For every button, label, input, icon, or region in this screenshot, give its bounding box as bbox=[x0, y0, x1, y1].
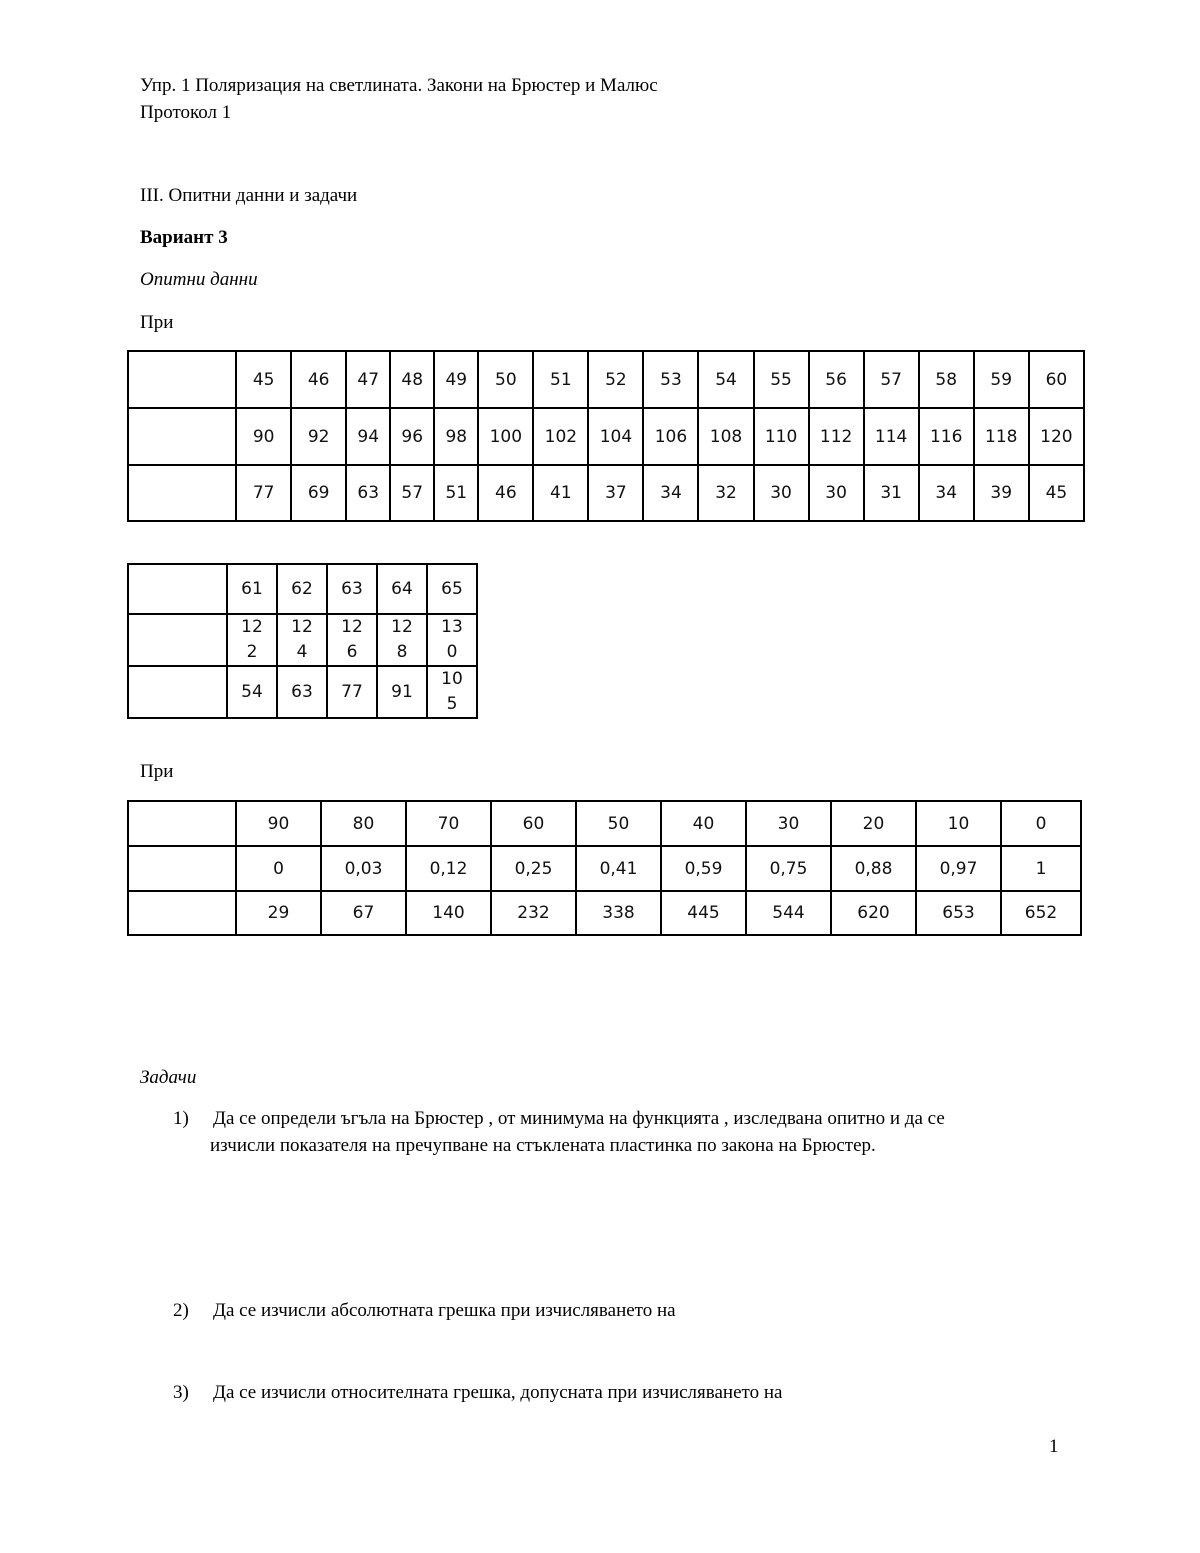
table-cell: 114 bbox=[864, 408, 919, 465]
task-1-line-2: изчисли показателя на пречупване на стъклената пластинка по закона на Брюстер. bbox=[210, 1135, 876, 1156]
table-cell: 90 bbox=[236, 408, 291, 465]
table-cell: 40 bbox=[661, 801, 746, 846]
table-cell: 100 bbox=[478, 408, 533, 465]
table-cell: 54 bbox=[227, 666, 277, 718]
row-label-cell bbox=[128, 846, 236, 891]
table-cell: 544 bbox=[746, 891, 831, 935]
table-cell: 49 bbox=[434, 351, 478, 408]
table-cell: 94 bbox=[346, 408, 390, 465]
table-cell: 30 bbox=[809, 465, 864, 521]
table-cell: 60 bbox=[1029, 351, 1084, 408]
table-cell: 61 bbox=[227, 564, 277, 614]
table-cell: 112 bbox=[809, 408, 864, 465]
table-row bbox=[128, 666, 477, 718]
table-cell: 0,59 bbox=[661, 846, 746, 891]
tasks-heading: Задачи bbox=[140, 1067, 197, 1088]
table-cell: 60 bbox=[491, 801, 576, 846]
table-cell: 653 bbox=[916, 891, 1001, 935]
table-cell: 102 bbox=[533, 408, 588, 465]
table-row bbox=[128, 801, 1081, 846]
table-cell: 46 bbox=[478, 465, 533, 521]
table-cell: 46 bbox=[291, 351, 346, 408]
row-label-cell bbox=[128, 465, 236, 521]
row-label-cell bbox=[128, 801, 236, 846]
table-cell: 10 bbox=[916, 801, 1001, 846]
brewster-data-table bbox=[127, 350, 1085, 522]
table-cell: 57 bbox=[390, 465, 434, 521]
table-cell: 57 bbox=[864, 351, 919, 408]
table-row bbox=[128, 465, 1084, 521]
table-cell: 51 bbox=[434, 465, 478, 521]
table-cell: 65 bbox=[427, 564, 477, 614]
table-cell: 12 8 bbox=[377, 614, 427, 666]
row-label-cell bbox=[128, 891, 236, 935]
table-cell: 48 bbox=[390, 351, 434, 408]
table-cell: 56 bbox=[809, 351, 864, 408]
table-cell: 108 bbox=[698, 408, 753, 465]
table-row bbox=[128, 351, 1084, 408]
table-cell: 45 bbox=[1029, 465, 1084, 521]
table-cell: 63 bbox=[346, 465, 390, 521]
table-cell: 77 bbox=[327, 666, 377, 718]
table-cell: 70 bbox=[406, 801, 491, 846]
table-cell: 0,03 bbox=[321, 846, 406, 891]
table-cell: 0,25 bbox=[491, 846, 576, 891]
page-number: 1 bbox=[1049, 1436, 1059, 1457]
table-row bbox=[128, 408, 1084, 465]
table-cell: 39 bbox=[974, 465, 1029, 521]
table-cell: 1 bbox=[1001, 846, 1081, 891]
table-cell: 63 bbox=[277, 666, 327, 718]
table-cell: 31 bbox=[864, 465, 919, 521]
table-cell: 20 bbox=[831, 801, 916, 846]
table-cell: 92 bbox=[291, 408, 346, 465]
table-cell: 106 bbox=[643, 408, 698, 465]
table-cell: 54 bbox=[698, 351, 753, 408]
table-cell: 120 bbox=[1029, 408, 1084, 465]
table-cell: 34 bbox=[919, 465, 974, 521]
table-cell: 69 bbox=[291, 465, 346, 521]
task-1 bbox=[173, 1106, 945, 1132]
table-cell: 12 2 bbox=[227, 614, 277, 666]
section-heading: III. Опитни данни и задачи bbox=[140, 185, 358, 206]
table-cell: 338 bbox=[576, 891, 661, 935]
table-cell: 29 bbox=[236, 891, 321, 935]
table-cell: 445 bbox=[661, 891, 746, 935]
variant-heading: Вариант 3 bbox=[140, 227, 228, 248]
row-label-cell bbox=[128, 351, 236, 408]
table-cell: 12 6 bbox=[327, 614, 377, 666]
table-row bbox=[128, 614, 477, 666]
table-cell: 116 bbox=[919, 408, 974, 465]
table-cell: 47 bbox=[346, 351, 390, 408]
table-cell: 0,97 bbox=[916, 846, 1001, 891]
table-row bbox=[128, 891, 1081, 935]
table-cell: 63 bbox=[327, 564, 377, 614]
task-3 bbox=[173, 1380, 782, 1406]
task-3-line-1: Да се изчисли относителната грешка, допусната при изчисляването на bbox=[213, 1382, 783, 1403]
table-cell: 10 5 bbox=[427, 666, 477, 718]
table-cell: 12 4 bbox=[277, 614, 327, 666]
table-cell: 51 bbox=[533, 351, 588, 408]
table-cell: 0 bbox=[236, 846, 321, 891]
table-cell: 34 bbox=[643, 465, 698, 521]
table-cell: 652 bbox=[1001, 891, 1081, 935]
table-cell: 110 bbox=[754, 408, 809, 465]
row-label-cell bbox=[128, 614, 227, 666]
table-cell: 90 bbox=[236, 801, 321, 846]
table-row bbox=[128, 564, 477, 614]
table-cell: 0,75 bbox=[746, 846, 831, 891]
table-cell: 32 bbox=[698, 465, 753, 521]
table-row bbox=[128, 846, 1081, 891]
task-2 bbox=[173, 1298, 676, 1324]
table-cell: 13 0 bbox=[427, 614, 477, 666]
task-1-number: 1) bbox=[173, 1108, 189, 1129]
task-3-number: 3) bbox=[173, 1382, 189, 1403]
table-cell: 232 bbox=[491, 891, 576, 935]
table-cell: 53 bbox=[643, 351, 698, 408]
at-label-2: При bbox=[140, 761, 174, 782]
table-cell: 41 bbox=[533, 465, 588, 521]
table-cell: 45 bbox=[236, 351, 291, 408]
experimental-data-label: Опитни данни bbox=[140, 269, 258, 290]
table-cell: 50 bbox=[478, 351, 533, 408]
row-label-cell bbox=[128, 666, 227, 718]
row-label-cell bbox=[128, 564, 227, 614]
table-cell: 118 bbox=[974, 408, 1029, 465]
table-cell: 104 bbox=[588, 408, 643, 465]
row-label-cell bbox=[128, 408, 236, 465]
table-cell: 62 bbox=[277, 564, 327, 614]
task-2-number: 2) bbox=[173, 1300, 189, 1321]
table-cell: 0,12 bbox=[406, 846, 491, 891]
table-cell: 77 bbox=[236, 465, 291, 521]
table-cell: 0 bbox=[1001, 801, 1081, 846]
table-cell: 55 bbox=[754, 351, 809, 408]
table-cell: 98 bbox=[434, 408, 478, 465]
at-label-1: При bbox=[140, 312, 174, 333]
table-cell: 96 bbox=[390, 408, 434, 465]
table-cell: 30 bbox=[746, 801, 831, 846]
document-title: Упр. 1 Поляризация на светлината. Закони на Брюстер и Малюс bbox=[140, 75, 658, 96]
table-cell: 64 bbox=[377, 564, 427, 614]
table-cell: 52 bbox=[588, 351, 643, 408]
table-cell: 0,41 bbox=[576, 846, 661, 891]
table-cell: 620 bbox=[831, 891, 916, 935]
table-cell: 91 bbox=[377, 666, 427, 718]
protocol-label: Протокол 1 bbox=[140, 102, 232, 123]
table-cell: 50 bbox=[576, 801, 661, 846]
table-cell: 80 bbox=[321, 801, 406, 846]
malus-data-table bbox=[127, 800, 1082, 936]
table-cell: 0,88 bbox=[831, 846, 916, 891]
table-cell: 58 bbox=[919, 351, 974, 408]
table-cell: 30 bbox=[754, 465, 809, 521]
table-cell: 67 bbox=[321, 891, 406, 935]
table-cell: 140 bbox=[406, 891, 491, 935]
table-cell: 37 bbox=[588, 465, 643, 521]
task-2-line-1: Да се изчисли абсолютната грешка при изчисляването на bbox=[213, 1300, 676, 1321]
brewster-data-table-continued bbox=[127, 563, 478, 719]
task-1-line-1: Да се определи ъгъла на Брюстер , от минимума на функцията , изследвана опитно и да се bbox=[213, 1108, 945, 1129]
table-cell: 59 bbox=[974, 351, 1029, 408]
